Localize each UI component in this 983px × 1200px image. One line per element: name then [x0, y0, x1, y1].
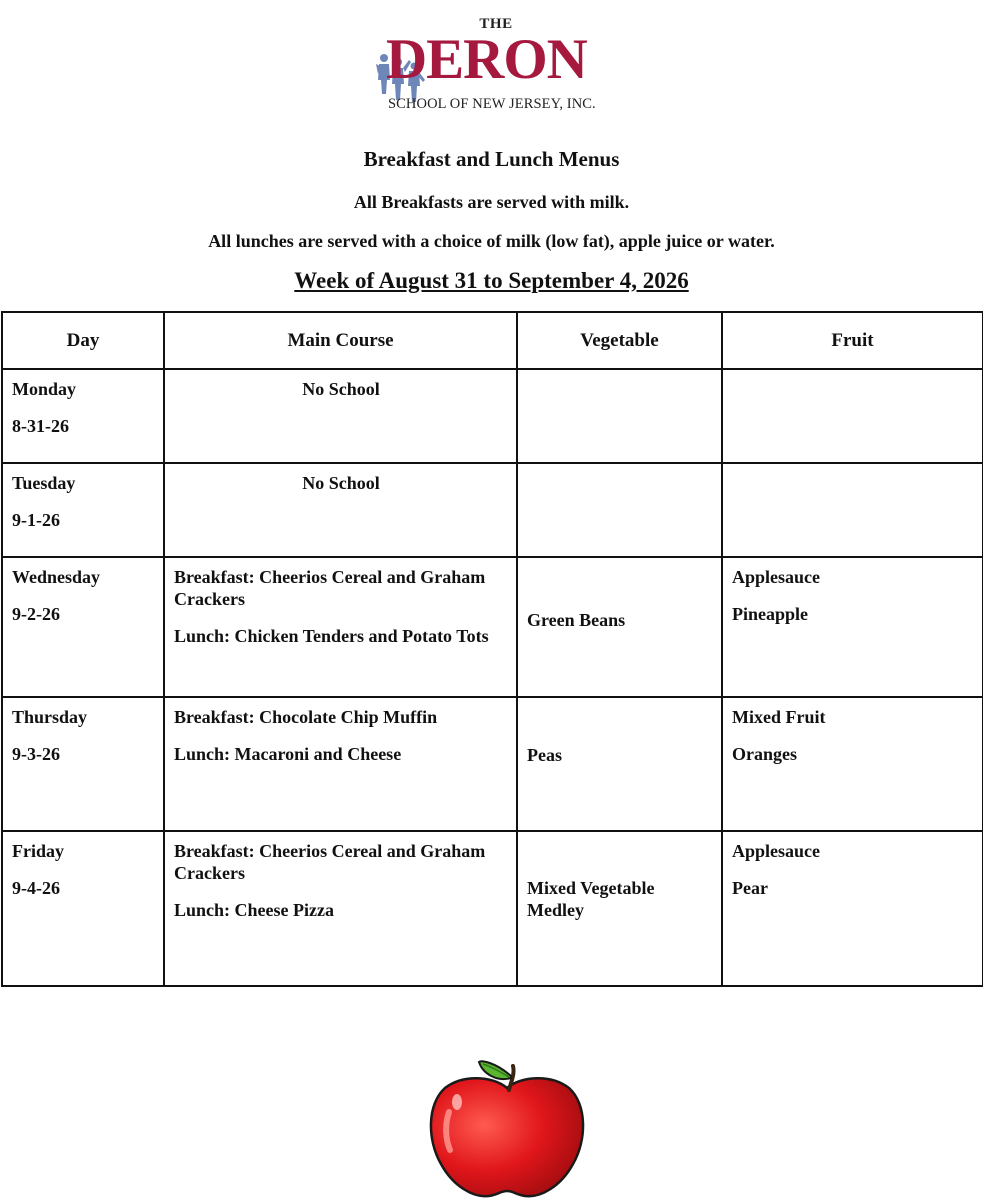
day-name: Tuesday — [12, 473, 76, 493]
lunch-item: Lunch: Chicken Tenders and Potato Tots — [174, 626, 489, 646]
table-row — [2, 831, 983, 986]
fruit-cell — [722, 369, 983, 463]
day-name: Thursday — [12, 707, 88, 727]
day-name: Wednesday — [12, 567, 101, 587]
day-date: 9-3-26 — [12, 744, 60, 764]
vegetable-cell — [517, 557, 722, 697]
vegetable-cell — [517, 831, 722, 986]
school-logo — [370, 16, 620, 116]
breakfast-item: Breakfast: Cheerios Cereal and Graham Crackers — [174, 567, 486, 609]
lunch-item: Lunch: Cheese Pizza — [174, 900, 334, 920]
vegetable-cell — [517, 463, 722, 557]
main-course-text: No School — [302, 473, 380, 493]
breakfast-item: Breakfast: Cheerios Cereal and Graham Crackers — [174, 841, 486, 883]
header-vegetable: Vegetable — [517, 312, 722, 369]
vegetable-text: Green Beans — [527, 610, 626, 630]
logo-wordmark: DERON — [386, 28, 587, 91]
day-name: Monday — [12, 379, 77, 399]
day-date: 9-2-26 — [12, 604, 60, 624]
menu-table — [1, 311, 983, 987]
logo-subtitle: SCHOOL OF NEW JERSEY, INC. — [388, 96, 596, 112]
day-name: Friday — [12, 841, 64, 861]
day-cell — [2, 697, 164, 831]
fruit-item: Applesauce — [732, 841, 821, 861]
table-header-row — [2, 312, 983, 369]
fruit-cell — [722, 557, 983, 697]
main-course-text: No School — [302, 379, 380, 399]
red-apple-icon — [423, 1058, 591, 1200]
main-course-cell — [164, 369, 517, 463]
table-row — [2, 557, 983, 697]
vegetable-cell — [517, 697, 722, 831]
main-course-cell — [164, 697, 517, 831]
fruit-cell — [722, 697, 983, 831]
table-row — [2, 463, 983, 557]
day-date: 9-4-26 — [12, 878, 60, 898]
day-cell — [2, 557, 164, 697]
table-row — [2, 697, 983, 831]
vegetable-cell — [517, 369, 722, 463]
header-main-course: Main Course — [164, 312, 517, 369]
day-date: 9-1-26 — [12, 510, 60, 530]
fruit-item: Pear — [732, 878, 768, 898]
breakfast-item: Breakfast: Chocolate Chip Muffin — [174, 707, 438, 727]
day-cell — [2, 463, 164, 557]
vegetable-text: Peas — [527, 745, 562, 765]
main-course-cell — [164, 463, 517, 557]
main-course-cell — [164, 831, 517, 986]
header-fruit: Fruit — [722, 312, 983, 369]
breakfast-note: All Breakfasts are served with milk. — [353, 192, 630, 212]
fruit-item: Applesauce — [732, 567, 821, 587]
day-cell — [2, 369, 164, 463]
fruit-cell — [722, 831, 983, 986]
fruit-item: Oranges — [732, 744, 797, 764]
fruit-item: Pineapple — [732, 604, 809, 624]
main-course-cell — [164, 557, 517, 697]
week-heading: Week of August 31 to September 4, 2026 — [294, 268, 689, 293]
page-title: Breakfast and Lunch Menus — [363, 147, 620, 171]
fruit-cell — [722, 463, 983, 557]
lunch-note: All lunches are served with a choice of milk (low fat), apple juice or water. — [208, 231, 775, 251]
fruit-item: Mixed Fruit — [732, 707, 826, 727]
header-day: Day — [2, 312, 164, 369]
logo-the-text: THE — [479, 16, 513, 32]
table-row — [2, 369, 983, 463]
lunch-item: Lunch: Macaroni and Cheese — [174, 744, 402, 764]
day-cell — [2, 831, 164, 986]
day-date: 8-31-26 — [12, 416, 69, 436]
vegetable-text: Mixed Vegetable Medley — [527, 878, 655, 920]
